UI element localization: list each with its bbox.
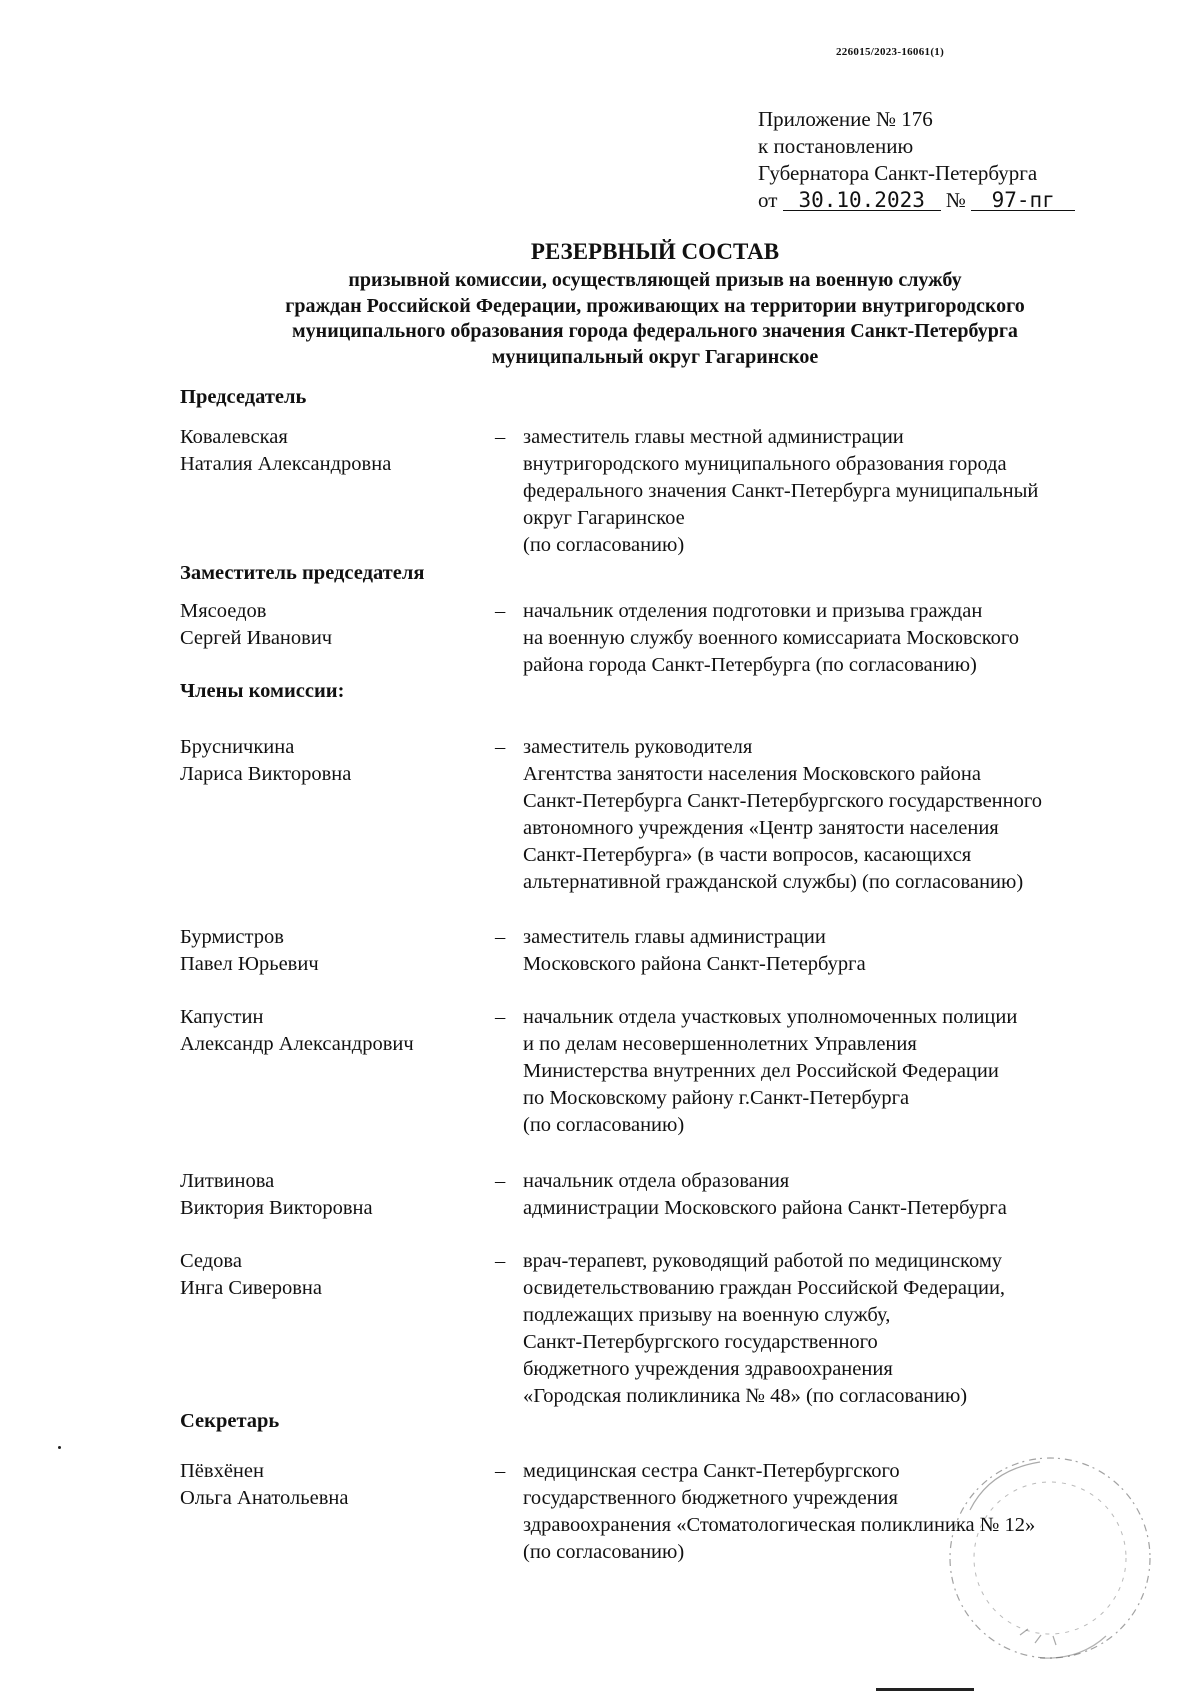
round-stamp-icon (930, 1440, 1170, 1690)
section-members: Члены комиссии: (180, 680, 345, 702)
member-role: начальник отдела образования администрации Московского района Санкт-Петербурга (523, 1170, 1007, 1219)
dash-separator: – (495, 600, 506, 622)
dash-separator: – (495, 1006, 506, 1028)
member-name: Капустин Александр Александрович (180, 1006, 414, 1055)
title-line: граждан Российской Федерации, проживающих на территории внутригородского (285, 294, 1025, 317)
member-name: Брусничкина Лариса Викторовна (180, 736, 352, 785)
dash-separator: – (495, 1460, 506, 1482)
title-line: призывной комиссии, осуществляющей призыв на военную службу (348, 269, 962, 291)
section-secretary: Секретарь (180, 1410, 280, 1432)
scan-mark (876, 1688, 974, 1691)
dash-separator: – (495, 1250, 506, 1272)
from-label: от (758, 188, 778, 212)
member-role: врач-терапевт, руководящий работой по медицинскому освидетельствованию граждан Российской Федерации, подлежащих призыву на военную службу, Санкт-Петербургского государственного бюджетного учреждения здравоохранения «Городская поликлиника № 48» (по согласованию) (523, 1250, 1006, 1407)
number-label: № (945, 188, 966, 212)
member-name: Пёвхёнен Ольга Анатольевна (180, 1460, 349, 1509)
member-name: Мясоедов Сергей Иванович (180, 600, 333, 649)
dash-separator: – (495, 926, 506, 948)
appendix-block (758, 106, 1138, 214)
member-name: Бурмистров Павел Юрьевич (180, 926, 319, 975)
appendix-line-2: к постановлению (758, 134, 914, 158)
section-deputy: Заместитель председателя (180, 562, 425, 584)
member-name: Ковалевская Наталия Александровна (180, 426, 392, 475)
title-line: муниципальный округ Гагаринское (491, 345, 819, 368)
member-name: Седова Инга Сиверовна (180, 1250, 322, 1299)
appendix-line-3: Губернатора Санкт-Петербурга (758, 161, 1038, 185)
member-role: медицинская сестра Санкт-Петербургского государственного бюджетного учреждения здравоохранения «Стоматологическая поликлиника № 12» (по согласованию) (523, 1460, 1036, 1563)
member-role: заместитель руководителя Агентства занятости населения Московского района Санкт-Петербурга Санкт-Петербургского государственного автономного учреждения «Центр занятости населения Санкт-Петербурга» (в части вопросов, касающихся альтернативной гражданской службы) (по согласованию) (523, 736, 1043, 893)
appendix-date-line (758, 187, 1138, 214)
scan-dot (58, 1446, 61, 1449)
dash-separator: – (495, 426, 506, 448)
member-role: заместитель главы администрации Московского района Санкт-Петербурга (523, 926, 866, 975)
title-heading: РЕЗЕРВНЫЙ СОСТАВ (530, 239, 780, 264)
member-role: заместитель главы местной администрации внутригородского муниципального образования города федерального значения Санкт-Петербурга муниципальный округ Гагаринское (по согласованию) (523, 426, 1039, 556)
member-role: начальник отделения подготовки и призыва граждан на военную службу военного комиссариата Московского района города Санкт-Петербурга (по согласованию) (523, 600, 1020, 676)
section-chairman: Председатель (180, 386, 307, 408)
title-line: муниципального образования города федерального значения Санкт-Петербурга (292, 320, 1018, 342)
decree-number: 97-пг (971, 190, 1075, 211)
document-title (120, 238, 1190, 370)
appendix-line-1: Приложение № 176 (758, 107, 933, 131)
document-number: 226015/2023-16061(1) (836, 46, 945, 58)
dash-separator: – (495, 1170, 506, 1192)
member-name: Литвинова Виктория Викторовна (180, 1170, 373, 1219)
decree-date: 30.10.2023 (783, 190, 941, 211)
member-role: начальник отдела участковых уполномоченных полиции и по делам несовершеннолетних Управления Министерства внутренних дел Российской Федерации по Московскому району г.Санкт-Петербурга (по согласованию) (523, 1006, 1018, 1136)
dash-separator: – (495, 736, 506, 758)
